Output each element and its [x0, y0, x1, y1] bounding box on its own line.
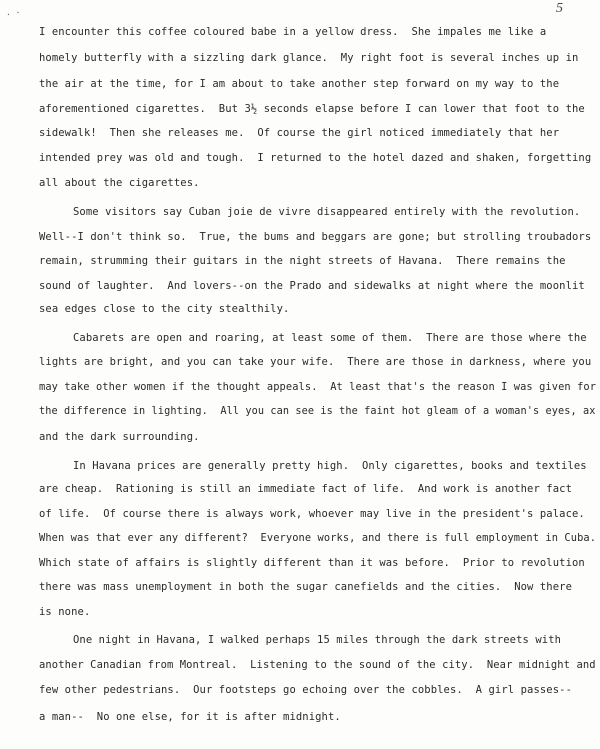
- text-line: the difference in lighting. All you can see is the faint hot gleam of a woman's eyes, ax: [39, 405, 596, 417]
- text-line: few other pedestrians. Our footsteps go echoing over the cobbles. A girl passes--: [39, 684, 572, 696]
- text-line: I encounter this coffee coloured babe in a yellow dress. She impales me like a: [39, 26, 547, 38]
- text-line: there was mass unemployment in both the sugar canefields and the cities. Now there: [39, 581, 572, 593]
- text-line: is none.: [39, 606, 91, 618]
- text-line: may take other women if the thought appeals. At least that's the reason I was given for: [39, 381, 597, 393]
- text-line: One night in Havana, I walked perhaps 15 miles through the dark streets with: [73, 634, 562, 646]
- text-line: sound of laughter. And lovers--on the Prado and sidewalks at night where the moonlit: [39, 280, 585, 292]
- text-line: of life. Of course there is always work, whoever may live in the president's palace.: [39, 508, 585, 520]
- text-line: all about the cigarettes.: [39, 177, 200, 189]
- text-line: aforementioned cigarettes. But 3½ seconds elapse before I can lower that foot to the: [39, 103, 585, 115]
- text-line: lights are bright, and you can take your wife. There are those in darkness, where you: [39, 356, 592, 368]
- text-line: remain, strumming their guitars in the night streets of Havana. There remains the: [39, 255, 566, 267]
- text-line: When was that ever any different? Everyone works, and there is full employment in Cuba.: [39, 532, 597, 544]
- text-line: and the dark surrounding.: [39, 431, 200, 443]
- text-line: Some visitors say Cuban joie de vivre disappeared entirely with the revolution.: [73, 206, 581, 218]
- text-line: Well--I don't think so. True, the bums and beggars are gone; but strolling troubadors: [39, 231, 592, 243]
- text-line: the air at the time, for I am about to take another step forward on my way to the: [39, 78, 560, 90]
- text-line: a man-- No one else, for it is after midnight.: [39, 711, 341, 723]
- text-line: In Havana prices are generally pretty high. Only cigarettes, books and textiles: [73, 460, 587, 472]
- text-line: sidewalk! Then she releases me. Of course the girl noticed immediately that her: [39, 127, 560, 139]
- text-line: Which state of affairs is slightly different than it was before. Prior to revolution: [39, 557, 585, 569]
- stray-mark: . ·: [6, 8, 21, 17]
- text-line: intended prey was old and tough. I returned to the hotel dazed and shaken, forgetting: [39, 152, 592, 164]
- text-line: sea edges close to the city stealthily.: [39, 303, 290, 315]
- text-line: are cheap. Rationing is still an immediate fact of life. And work is another fact: [39, 483, 572, 495]
- text-line: Cabarets are open and roaring, at least some of them. There are those where the: [73, 332, 587, 344]
- text-line: another Canadian from Montreal. Listening to the sound of the city. Near midnight and: [39, 659, 596, 671]
- text-line: homely butterfly with a sizzling dark glance. My right foot is several inches up in: [39, 52, 579, 64]
- page-number: 5: [556, 1, 563, 16]
